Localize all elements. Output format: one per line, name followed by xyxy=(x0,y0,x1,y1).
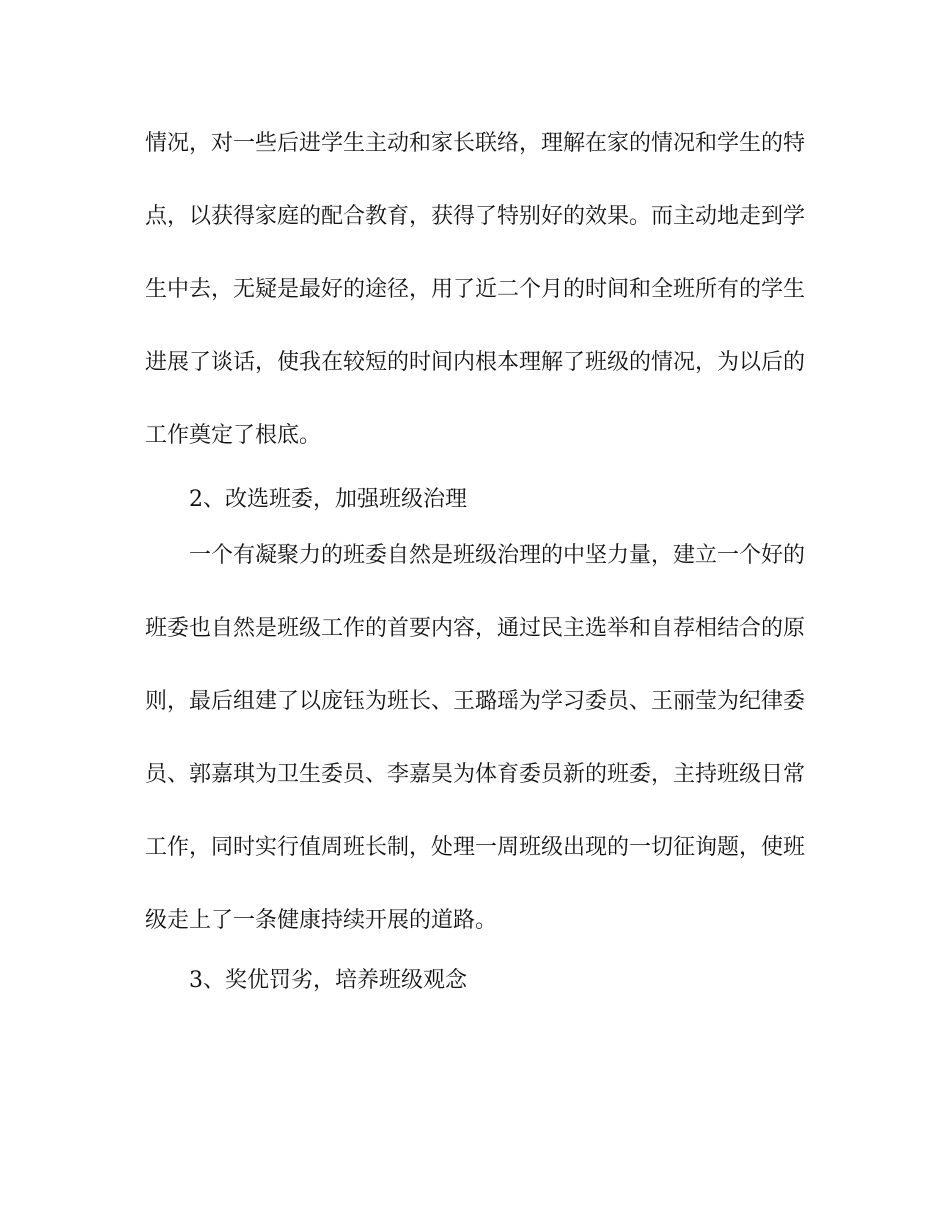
paragraph-line: 工作奠定了根底。 xyxy=(145,423,322,448)
paragraph-line: 级走上了一条健康持续开展的道路。 xyxy=(145,908,498,933)
paragraph-line: 班委也自然是班级工作的首要内容，通过民主选举和自荐相结合的原 xyxy=(145,616,806,641)
paragraph-line: 员、郭嘉琪为卫生委员、李嘉昊为体育委员新的班委，主持班级日常 xyxy=(145,762,806,787)
paragraph-line: 一个有凝聚力的班委自然是班级治理的中坚力量，建立一个好的 xyxy=(189,543,806,568)
section-heading: 3、奖优罚劣，培养班级观念 xyxy=(189,968,467,993)
paragraph-line: 工作，同时实行值周班长制，处理一周班级出现的一切征询题，使班 xyxy=(145,835,806,860)
paragraph-line: 则，最后组建了以庞钰为班长、王璐瑶为学习委员、王丽莹为纪律委 xyxy=(145,689,806,714)
section-heading: 2、改选班委，加强班级治理 xyxy=(189,487,467,512)
paragraph-line: 生中去，无疑是最好的途径，用了近二个月的时间和全班所有的学生 xyxy=(145,277,806,302)
paragraph-line: 情况，对一些后进学生主动和家长联络，理解在家的情况和学生的特 xyxy=(145,131,806,156)
paragraph-line: 点，以获得家庭的配合教育，获得了特别好的效果。而主动地走到学 xyxy=(145,204,806,229)
paragraph-line: 进展了谈话，使我在较短的时间内根本理解了班级的情况，为以后的 xyxy=(145,350,806,375)
